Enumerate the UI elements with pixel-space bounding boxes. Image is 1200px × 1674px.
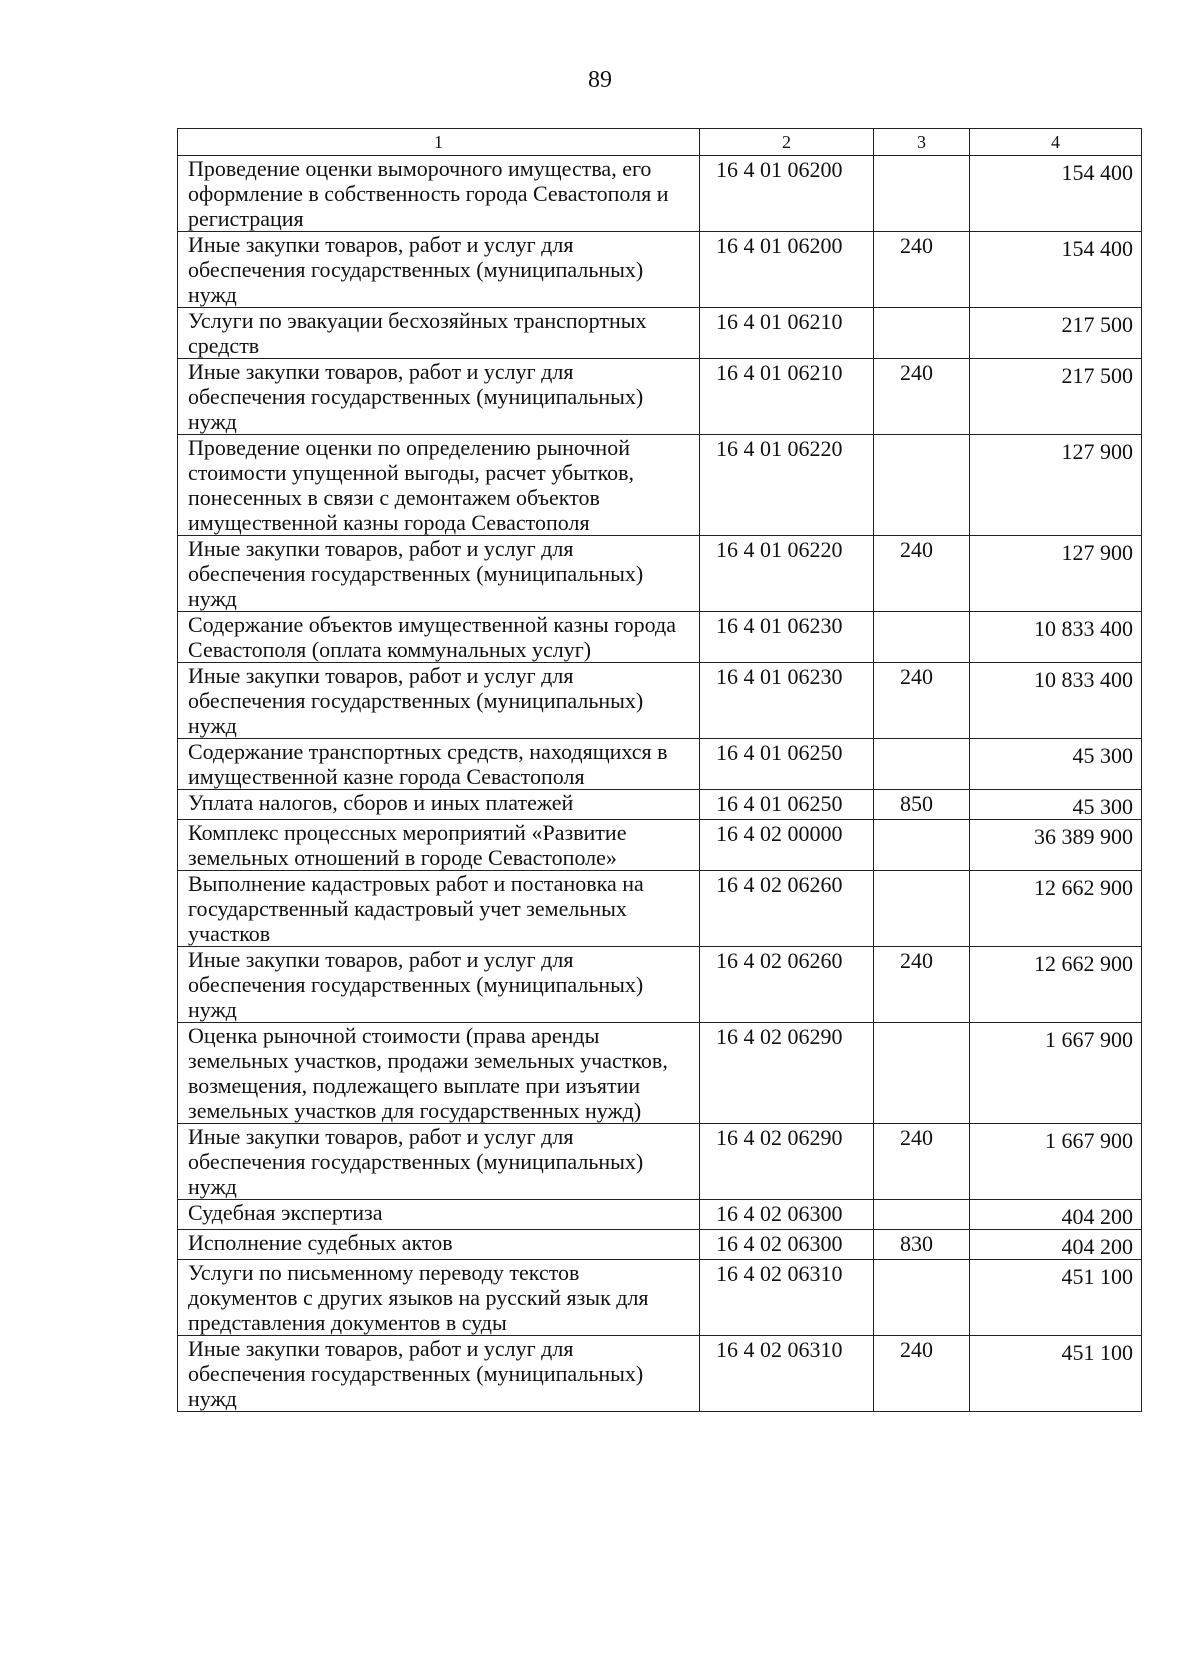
row-expense-type-cell: 240 [874,536,970,612]
row-name-cell: Исполнение судебных актов [178,1230,700,1260]
row-expense-type-cell: 240 [874,232,970,308]
table-row [178,536,1142,612]
row-amount-cell: 1 667 900 [970,1124,1142,1200]
row-name-cell: Содержание объектов имущественной казны города Севастополя (оплата коммунальных услуг) [178,612,700,663]
row-code-cell: 16 4 01 06220 [700,435,874,536]
row-expense-type-cell: 830 [874,1230,970,1260]
row-code-cell: 16 4 01 06230 [700,663,874,739]
row-amount-cell: 1 667 900 [970,1023,1142,1124]
row-code-cell: 16 4 02 06290 [700,1124,874,1200]
row-name-cell: Иные закупки товаров, работ и услуг для обеспечения государственных (муниципальных) нужд [178,663,700,739]
row-name-cell: Содержание транспортных средств, находящихся в имущественной казне города Севастополя [178,739,700,790]
row-amount-cell: 154 400 [970,232,1142,308]
row-code-cell: 16 4 01 06210 [700,308,874,359]
column-header-1: 1 [178,129,700,156]
row-code-cell: 16 4 01 06230 [700,612,874,663]
row-expense-type-cell: 240 [874,1336,970,1412]
row-name-cell: Иные закупки товаров, работ и услуг для обеспечения государственных (муниципальных) нужд [178,947,700,1023]
row-name-cell: Комплекс процессных мероприятий «Развитие земельных отношений в городе Севастополе» [178,820,700,871]
table-row [178,359,1142,435]
row-name-cell: Иные закупки товаров, работ и услуг для обеспечения государственных (муниципальных) нужд [178,1336,700,1412]
row-amount-cell: 451 100 [970,1336,1142,1412]
row-name-cell: Услуги по эвакуации бесхозяйных транспортных средств [178,308,700,359]
row-expense-type-cell [874,308,970,359]
row-code-cell: 16 4 02 06300 [700,1200,874,1230]
row-code-cell: 16 4 01 06250 [700,790,874,820]
row-expense-type-cell [874,1260,970,1336]
row-code-cell: 16 4 02 06260 [700,947,874,1023]
row-expense-type-cell [874,1200,970,1230]
row-amount-cell: 217 500 [970,308,1142,359]
row-expense-type-cell [874,820,970,871]
row-expense-type-cell: 240 [874,1124,970,1200]
table-header [178,129,1142,156]
row-code-cell: 16 4 02 06310 [700,1336,874,1412]
table-row [178,1230,1142,1260]
row-code-cell: 16 4 01 06220 [700,536,874,612]
row-expense-type-cell [874,612,970,663]
table-row [178,1260,1142,1336]
row-expense-type-cell [874,871,970,947]
row-code-cell: 16 4 01 06250 [700,739,874,790]
row-amount-cell: 12 662 900 [970,947,1142,1023]
row-amount-cell: 10 833 400 [970,663,1142,739]
budget-table [177,128,1142,1412]
table-row [178,663,1142,739]
table-row [178,1336,1142,1412]
row-expense-type-cell [874,435,970,536]
row-amount-cell: 217 500 [970,359,1142,435]
table-row [178,308,1142,359]
page-number: 89 [588,67,612,93]
row-code-cell: 16 4 02 00000 [700,820,874,871]
table-row [178,790,1142,820]
header-row [178,129,1142,156]
row-code-cell: 16 4 02 06300 [700,1230,874,1260]
row-name-cell: Оценка рыночной стоимости (права аренды земельных участков, продажи земельных участков, возмещения, подлежащего выплате при изъятии земельных участков для государственных нужд) [178,1023,700,1124]
row-amount-cell: 404 200 [970,1230,1142,1260]
row-amount-cell: 45 300 [970,790,1142,820]
table-row [178,156,1142,232]
row-expense-type-cell [874,739,970,790]
row-name-cell: Иные закупки товаров, работ и услуг для обеспечения государственных (муниципальных) нужд [178,1124,700,1200]
row-name-cell: Иные закупки товаров, работ и услуг для обеспечения государственных (муниципальных) нужд [178,536,700,612]
row-code-cell: 16 4 02 06260 [700,871,874,947]
row-expense-type-cell: 850 [874,790,970,820]
row-expense-type-cell [874,156,970,232]
row-amount-cell: 127 900 [970,536,1142,612]
table-row [178,871,1142,947]
row-expense-type-cell: 240 [874,359,970,435]
table-row [178,612,1142,663]
row-amount-cell: 12 662 900 [970,871,1142,947]
table-row [178,232,1142,308]
row-code-cell: 16 4 01 06200 [700,156,874,232]
row-name-cell: Выполнение кадастровых работ и постановка на государственный кадастровый учет земельных участков [178,871,700,947]
row-code-cell: 16 4 01 06200 [700,232,874,308]
row-expense-type-cell: 240 [874,663,970,739]
column-header-3: 3 [874,129,970,156]
row-code-cell: 16 4 02 06290 [700,1023,874,1124]
row-expense-type-cell [874,1023,970,1124]
table-body [178,156,1142,1412]
row-amount-cell: 10 833 400 [970,612,1142,663]
row-name-cell: Услуги по письменному переводу текстов документов с других языков на русский язык для представления документов в суды [178,1260,700,1336]
row-code-cell: 16 4 02 06310 [700,1260,874,1336]
row-amount-cell: 127 900 [970,435,1142,536]
row-amount-cell: 404 200 [970,1200,1142,1230]
table-row [178,739,1142,790]
row-name-cell: Проведение оценки по определению рыночной стоимости упущенной выгоды, расчет убытков, понесенных в связи с демонтажем объектов имущественной казны города Севастополя [178,435,700,536]
row-amount-cell: 451 100 [970,1260,1142,1336]
table-row [178,1124,1142,1200]
table-row [178,1200,1142,1230]
row-name-cell: Иные закупки товаров, работ и услуг для обеспечения государственных (муниципальных) нужд [178,232,700,308]
row-name-cell: Иные закупки товаров, работ и услуг для обеспечения государственных (муниципальных) нужд [178,359,700,435]
row-amount-cell: 45 300 [970,739,1142,790]
table-row [178,435,1142,536]
column-header-4: 4 [970,129,1142,156]
row-code-cell: 16 4 01 06210 [700,359,874,435]
row-expense-type-cell: 240 [874,947,970,1023]
table-row [178,1023,1142,1124]
row-amount-cell: 154 400 [970,156,1142,232]
row-amount-cell: 36 389 900 [970,820,1142,871]
row-name-cell: Уплата налогов, сборов и иных платежей [178,790,700,820]
table-row [178,947,1142,1023]
row-name-cell: Проведение оценки выморочного имущества, его оформление в собственность города Севастополя и регистрация [178,156,700,232]
row-name-cell: Судебная экспертиза [178,1200,700,1230]
table-row [178,820,1142,871]
column-header-2: 2 [700,129,874,156]
